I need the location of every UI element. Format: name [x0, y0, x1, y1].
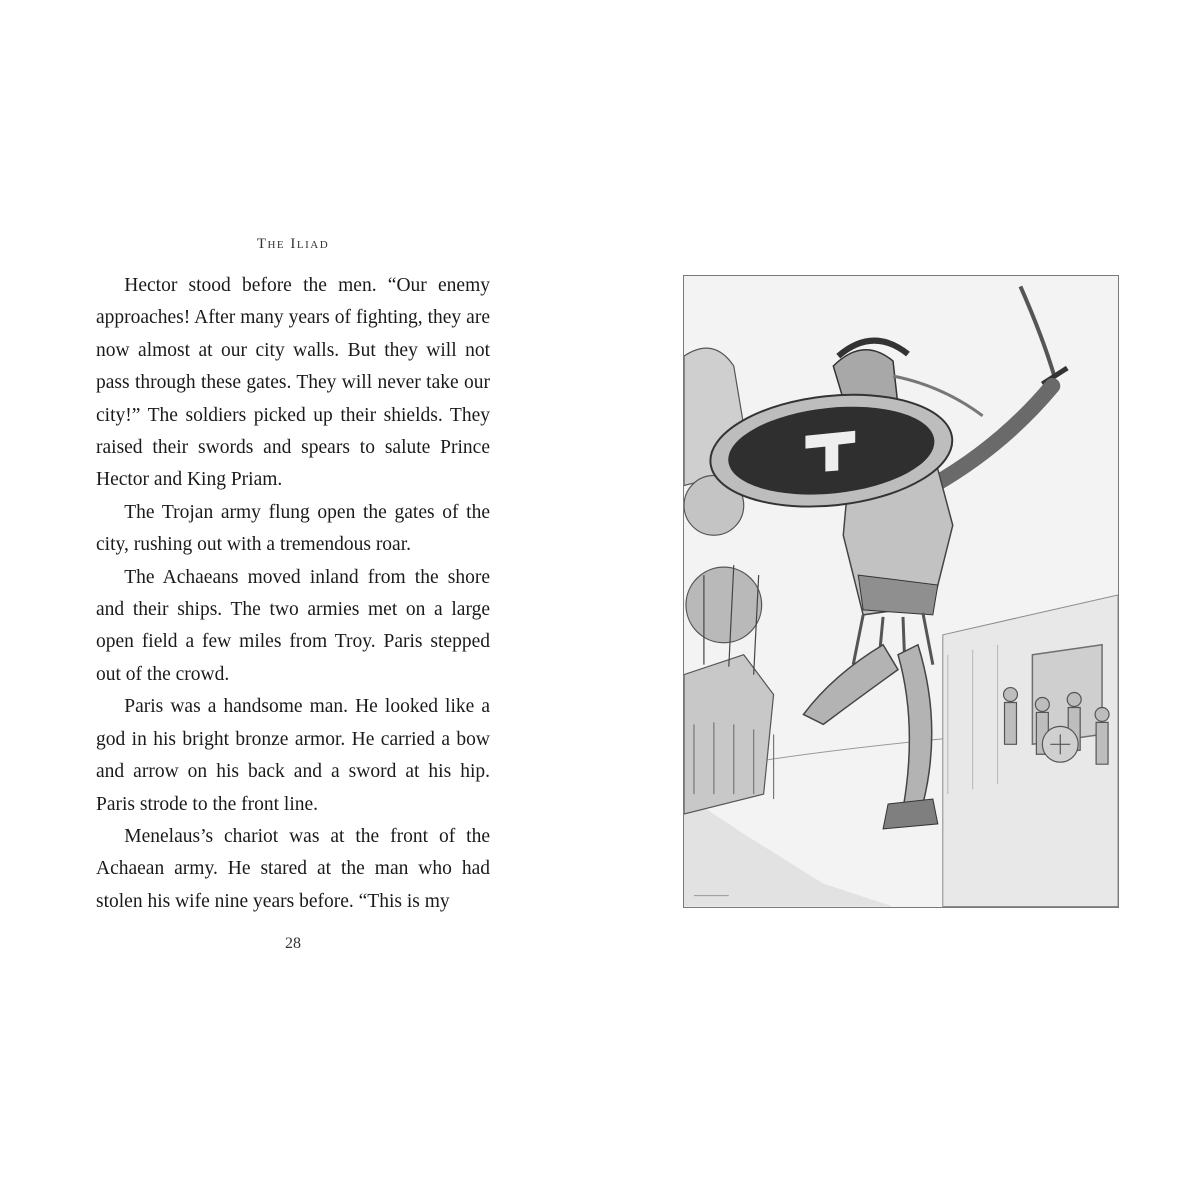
running-head: The Iliad	[256, 236, 330, 252]
left-leg	[803, 645, 898, 725]
right-leg	[898, 645, 932, 809]
paragraph-4: Paris was a handsome man. He looked like a god in his bright bronze armor. He carried a bow and arrow on his back and a sword at his hip. Paris strode to the front line.	[96, 696, 490, 815]
sword-blade	[1020, 286, 1054, 376]
ground-shadow	[684, 794, 893, 906]
warrior-drawing	[684, 276, 1118, 907]
paragraph-1: Hector stood before the men. “Our enemy approaches! After many years of fighting, they are now almost at our city walls. But they will not pass through these gates. They will never take our city!” The soldiers picked up their shields. They raised their swords and spears to salute Prince Hector and King Priam.	[96, 275, 490, 491]
illustration-warrior	[683, 275, 1119, 908]
paragraph-2: The Trojan army flung open the gates of the city, rushing out with a tremendous roar.	[96, 501, 490, 556]
page-number: 28	[285, 935, 301, 952]
body-text	[96, 270, 490, 920]
sandal	[883, 799, 938, 829]
city-wall	[943, 595, 1118, 907]
paragraph-5: Menelaus’s chariot was at the front of the Achaean army. He stared at the man who had stolen his wife nine years before. “This is my	[96, 825, 490, 912]
paragraph-3: The Achaeans moved inland from the shore and their ships. The two armies met on a large open field a few miles from Troy. Paris stepped out of the crowd.	[96, 566, 490, 685]
